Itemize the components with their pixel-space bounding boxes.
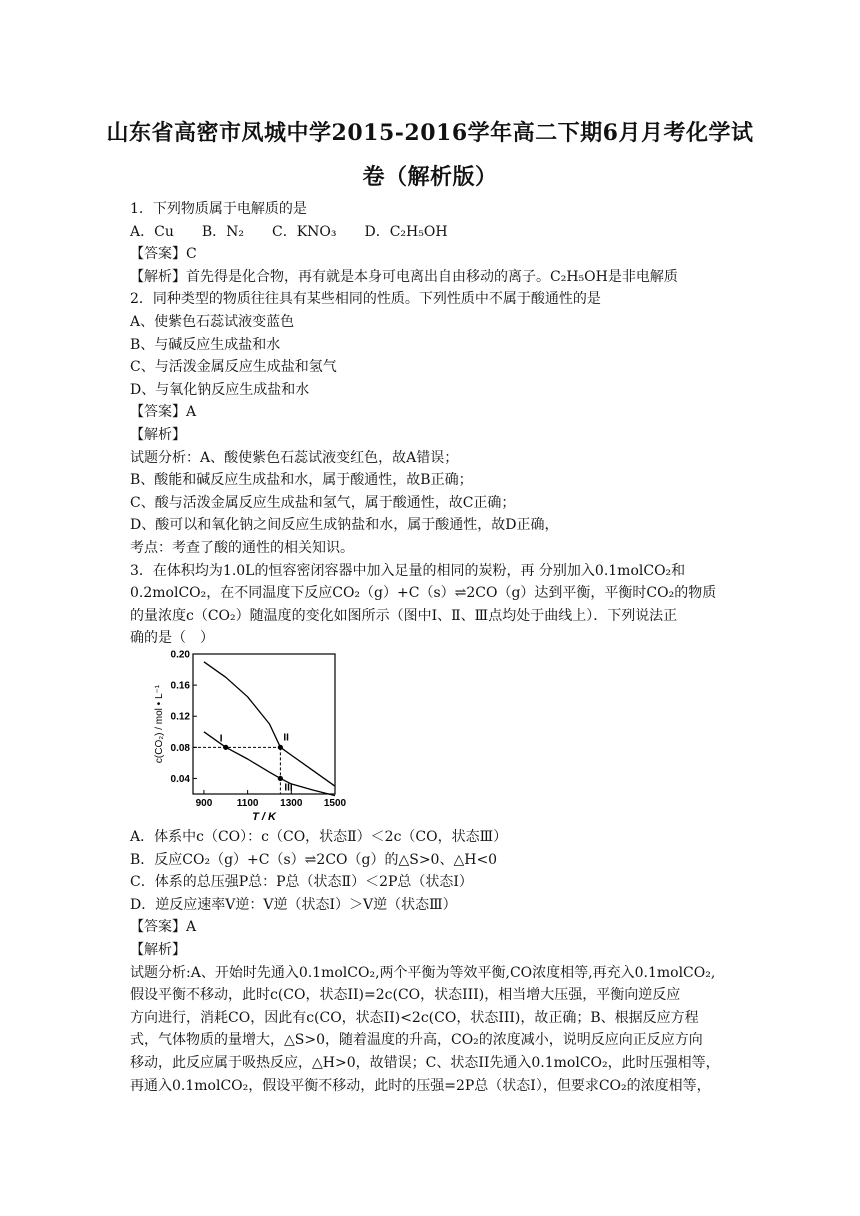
x-axis-label: T / K (252, 811, 276, 823)
x-tick-label: 1300 (280, 798, 303, 809)
q2-stem: 2．同种类型的物质往往具有某些相同的性质。下列性质中不属于酸通性的是 (130, 291, 601, 308)
series-line-2 (204, 732, 335, 796)
q3-stem-line: 确的是（ ） (130, 630, 214, 647)
q3-stem-line: 0.2molCO₂，在不同温度下反应CO₂（g）+C（s）⇌2CO（g）达到平衡，平衡时CO₂的物质 (130, 585, 717, 602)
q2-option-b: B、与碱反应生成盐和水 (130, 336, 281, 353)
document-body (130, 198, 736, 650)
q3-stem-line: 3．在体积均为1.0L的恒容密闭容器中加入足量的相同的炭粉，再 分别加入0.1molCO₂和 (130, 562, 686, 579)
q2-analysis-line: 试题分析：A、酸使紫色石蕊试液变红色，故A错误； (130, 449, 459, 466)
q2-option-d: D、与氧化钠反应生成盐和水 (130, 381, 310, 398)
q3-analysis-line: 试题分析:A、开始时先通入0.1molCO₂,两个平衡为等效平衡,CO浓度相等,再充入0.1molCO₂, (130, 964, 716, 981)
y-tick-label: 0.04 (170, 773, 190, 785)
q3-analysis-line: 移动，此反应属于吸热反应，△H>0，故错误；C、状态II先通入0.1molCO₂，此时压强相等， (130, 1054, 720, 1071)
y-tick-label: 0.16 (170, 680, 190, 692)
state-point-label: II (283, 732, 289, 744)
series-group (204, 662, 335, 796)
x-tick-label: 1100 (236, 798, 259, 809)
series-line-1 (204, 662, 335, 786)
q2-answer: 【答案】A (130, 404, 197, 421)
q3-option-a: A．体系中c（CO）：c（CO，状态Ⅱ）＜2c（CO，状态Ⅲ） (130, 829, 508, 845)
q3-stem-line: 的量浓度c（CO₂）随温度的变化如图所示（图中Ⅰ、Ⅱ、Ⅲ点均处于曲线上）．下列说法正 (130, 607, 678, 624)
q3-answer: 【答案】A (130, 919, 197, 936)
y-tick-label: 0.20 (170, 649, 190, 661)
q3-analysis-line: 再通入0.1molCO₂，假设平衡不移动，此时的压强=2P总（状态I），但要求CO₂的浓度相等， (130, 1077, 711, 1094)
document-title-line-1: 山东省高密市凤城中学2015-2016学年高二下期6月月考化学试 (106, 120, 754, 146)
q2-option-a: A、使紫色石蕊试液变蓝色 (130, 313, 295, 330)
q1-answer: 【答案】C (130, 246, 197, 263)
state-point (278, 776, 283, 781)
q1-options: A．Cu B．N₂ C．KNO₃ D．C₂H₅OH (130, 223, 448, 240)
q3-option-d: D．逆反应速率V逆：V逆（状态Ⅰ）＞V逆（状态Ⅲ） (130, 896, 457, 913)
y-axis-label: c(CO₂) / mol • L⁻¹ (154, 684, 165, 764)
plot-frame (193, 654, 335, 794)
q1-stem: 1．下列物质属于电解质的是 (130, 201, 307, 217)
x-tick-label: 1500 (323, 798, 347, 809)
y-tick-label: 0.08 (170, 742, 190, 754)
q3-lower-section (130, 826, 736, 1097)
q2-analysis-line: C、酸与活泼金属反应生成盐和氢气，属于酸通性，故C正确； (130, 494, 516, 511)
y-tick-label: 0.12 (170, 711, 190, 723)
q3-analysis-line: 假设平衡不移动，此时c(CO，状态II)=2c(CO，状态III)，相当增大压强，平衡向逆反应 (130, 987, 681, 1004)
q3-option-b: B．反应CO₂（g）+C（s）⇌2CO（g）的△S>0、△H<0 (130, 851, 498, 868)
state-point-label: I (219, 733, 223, 745)
state-point-label: III (284, 782, 293, 794)
q3-analysis-head: 【解析】 (130, 941, 186, 958)
document-title-line-2: 卷（解析版） (362, 164, 498, 190)
q2-analysis-head: 【解析】 (130, 426, 186, 443)
q2-analysis-line: D、酸可以和氧化钠之间反应生成钠盐和水，属于酸通性，故D正确， (130, 517, 559, 534)
q2-analysis-line: B、酸能和碱反应生成盐和水，属于酸通性，故B正确； (130, 472, 473, 489)
q3-analysis-line: 方向进行，消耗CO，因此有c(CO，状态II)<2c(CO，状态III)，故正确；B、根据反应方程 (130, 1009, 699, 1026)
q3-analysis-line: 式，气体物质的量增大，△S>0，随着温度的升高，CO₂的浓度减小，说明反应向正反应方向 (130, 1032, 703, 1049)
x-tick-label: 900 (195, 798, 213, 809)
q2-option-c: C、与活泼金属反应生成盐和氢气 (130, 359, 337, 376)
q3-option-c: C．体系的总压强P总：P总（状态Ⅱ）＜2P总（状态Ⅰ） (130, 874, 473, 891)
concentration-temperature-chart (153, 648, 347, 824)
q2-point: 考点：考查了酸的通性的相关知识。 (130, 539, 354, 556)
state-point (223, 745, 228, 750)
state-point (278, 745, 283, 750)
q1-analysis: 【解析】首先得是化合物，再有就是本身可电离出自由移动的离子。C₂H₅OH是非电解质 (130, 268, 678, 285)
